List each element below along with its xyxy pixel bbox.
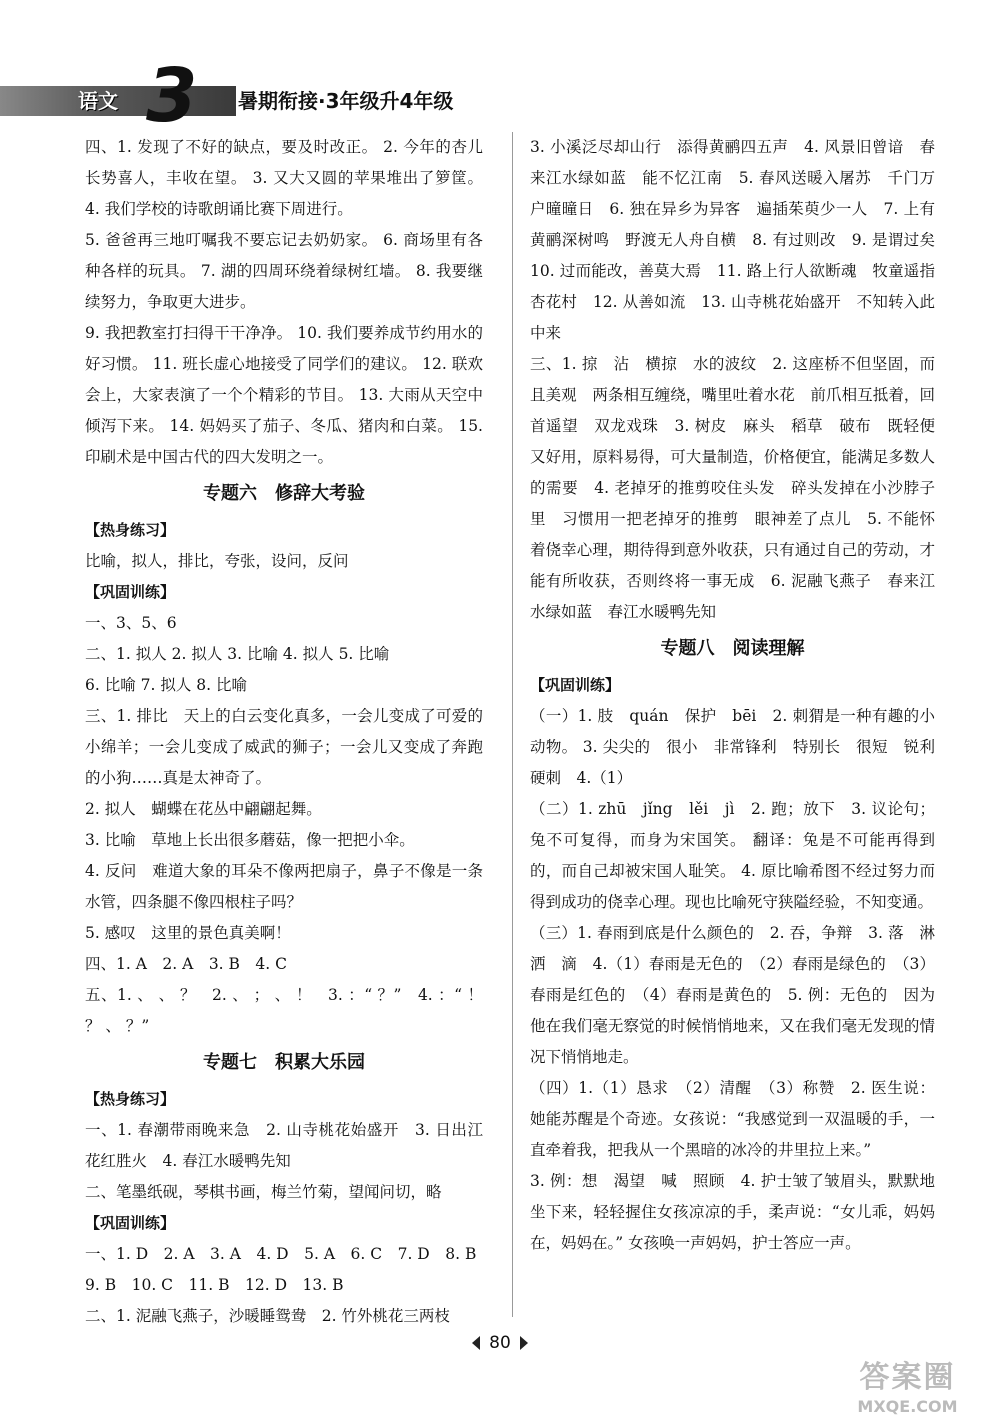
answer-paragraph: 5. 爸爸再三地叮嘱我不要忘记去奶奶家。 6. 商场里有各种各样的玩具。 7. 湖的四周环绕着绿树红墙。 8. 我要继续努力，争取更大进步。 xyxy=(85,231,483,311)
answer-paragraph: 3. 小溪泛尽却山行 添得黄鹂四五声 4. 风景旧曾谙 春来江水绿如蓝 能不忆江南 5. 春风送暖入屠苏 千门万户曈曈日 6. 独在异乡为异客 遍插茱萸少一人 7. 上有黄鹂深树鸣 野渡无人舟自横 8. 有过则改 9. 是谓过矣 10. 过而能改，善莫大焉 11. 路上行人欲断魂 牧童遥指杏花村 12. 从善如流 13. 山寺桃花始盛开 不知转入此中来 xyxy=(530,138,951,342)
section-heading: 专题六 修辞大考验 xyxy=(203,483,365,504)
series-number: 3 xyxy=(146,53,198,139)
answer-paragraph: （二）1. zhū jǐng lěi jì 2. 跑；放下 3. 议论句；兔不可复得，而身为宋国笑。 翻译：兔是不可能再得到的，而自己却被宋国人耻笑。 4. 原比喻希图不经过努力而得到成功的侥幸心理。现也比喻死守狭隘经验，不知变通。 xyxy=(530,800,935,911)
answer-paragraph: 比喻，拟人，排比，夸张，设问，反问 xyxy=(85,552,349,570)
answer-paragraph: 2. 拟人 蝴蝶在花丛中翩翩起舞。 xyxy=(85,800,322,818)
column-divider xyxy=(512,132,513,1317)
answer-paragraph: （四）1.（1）恳求 （2）清醒 （3）称赞 2. 医生说：她能苏醒是个奇迹。女孩说：“我感觉到一双温暖的手，一直牵着我，把我从一个黑暗的冰冷的井里拉上来。” xyxy=(530,1079,935,1159)
answer-paragraph: 三、1. 掠 沾 横掠 水的波纹 2. 这座桥不但坚固，而且美观 两条相互缠绕，嘴里吐着水花 前爪相互抵着，回首遥望 双龙戏珠 3. 树皮 麻头 稻草 破布 既轻便又好用，原料易得，可大量制造，价格便宜，能满足多数人的需要 4. 老掉牙的推剪咬住头发 碎头发掉在小沙脖子里 习惯用一把老掉牙的推剪 眼神差了点儿 5. 不能怀着侥幸心理，期待得到意外收获，只有通过自己的劳动，才能有所收获，否则终将一事无成 6. 泥融飞燕子 春来江水绿如蓝 春江水暖鸭先知 xyxy=(530,355,935,621)
book-title: 暑期衔接·3年级升4年级 xyxy=(238,89,454,113)
page-footer xyxy=(0,1333,1000,1353)
answer-paragraph: 一、1. D 2. A 3. A 4. D 5. A 6. C 7. D 8. B xyxy=(85,1245,477,1263)
answer-paragraph: 三、1. 排比 天上的白云变化真多，一会儿变成了可爱的小绵羊；一会儿变成了威武的狮子；一会儿又变成了奔跑的小狗……真是太神奇了。 xyxy=(85,707,483,787)
subsection-label: 【热身练习】 xyxy=(85,521,176,539)
page-number: 80 xyxy=(489,1333,511,1353)
answer-paragraph: 9. B 10. C 11. B 12. D 13. B xyxy=(85,1276,344,1294)
answer-paragraph: （一）1. 肢 quán 保护 bēi 2. 刺猬是一种有趣的小动物。 3. 尖尖的 很小 非常锋利 特别长 很短 锐利 硬刺 4.（1） xyxy=(530,707,951,787)
answer-paragraph: （三）1. 春雨到底是什么颜色的 2. 吞，争辩 3. 落 淋 洒 滴 4.（1）春雨是无色的 （2）春雨是绿色的 （3）春雨是红色的 （4）春雨是黄色的 5. 例：无色的 因为他在我们毫无察觉的时候悄悄地来，又在我们毫无发现的情况下悄悄地走。 xyxy=(530,924,951,1066)
prev-page-icon xyxy=(472,1336,480,1350)
watermark-url: MXQE.COM xyxy=(857,1397,958,1416)
answer-paragraph: 一、1. 春潮带雨晚来急 2. 山寺桃花始盛开 3. 日出江花红胜火 4. 春江水暖鸭先知 xyxy=(85,1121,483,1170)
header-bar xyxy=(0,86,236,116)
subsection-label: 【热身练习】 xyxy=(85,1090,176,1108)
right-column xyxy=(530,132,951,1259)
left-column xyxy=(85,132,483,1332)
answer-paragraph: 二、笔墨纸砚，琴棋书画，梅兰竹菊，望闻问切，略 xyxy=(85,1183,442,1201)
answer-paragraph: 一、3、5、6 xyxy=(85,614,177,632)
answer-paragraph: 五、1. 、 、 ？ 2. 、 ； 、 ！ 3. ：“ ？” 4. ：“ ！ ？ 、 ？” xyxy=(85,986,483,1035)
section-heading: 专题八 阅读理解 xyxy=(660,638,805,659)
answer-paragraph: 二、1. 泥融飞燕子，沙暖睡鸳鸯 2. 竹外桃花三两枝 xyxy=(85,1307,450,1325)
answer-paragraph: 6. 比喻 7. 拟人 8. 比喻 xyxy=(85,676,248,694)
page-header xyxy=(0,53,1000,139)
section-heading: 专题七 积累大乐园 xyxy=(203,1052,365,1073)
answer-paragraph: 4. 反问 难道大象的耳朵不像两把扇子，鼻子不像是一条水管，四条腿不像四根柱子吗？ xyxy=(85,862,483,911)
answer-paragraph: 3. 比喻 草地上长出很多蘑菇，像一把把小伞。 xyxy=(85,831,415,849)
subsection-label: 【巩固训练】 xyxy=(85,583,176,601)
subsection-label: 【巩固训练】 xyxy=(85,1214,176,1232)
subsection-label: 【巩固训练】 xyxy=(530,676,621,694)
answer-paragraph: 3. 例：想 渴望 喊 照顾 4. 护士皱了皱眉头，默默地坐下来，轻轻握住女孩凉凉的手，柔声说：“女儿乖，妈妈在，妈妈在。” 女孩唤一声妈妈，护士答应一声。 xyxy=(530,1172,935,1252)
next-page-icon xyxy=(520,1336,528,1350)
answer-paragraph: 四、1. 发现了不好的缺点，要及时改正。 2. 今年的杏儿长势喜人，丰收在望。 3. 又大又圆的苹果堆出了箩筐。 4. 我们学校的诗歌朗诵比赛下周进行。 xyxy=(85,138,483,218)
watermark xyxy=(820,1360,995,1422)
answer-paragraph: 9. 我把教室打扫得干干净净。 10. 我们要养成节约用水的好习惯。 11. 班长虚心地接受了同学们的建议。 12. 联欢会上，大家表演了一个个精彩的节目。 13. 大雨从天空中倾泻下来。 14. 妈妈买了茄子、冬瓜、猪肉和白菜。 15. 印刷术是中国古代的四大发明之一。 xyxy=(85,324,483,466)
answer-paragraph: 5. 感叹 这里的景色真美啊！ xyxy=(85,924,291,942)
answer-paragraph: 二、1. 拟人 2. 拟人 3. 比喻 4. 拟人 5. 比喻 xyxy=(85,645,390,663)
answer-paragraph: 四、1. A 2. A 3. B 4. C xyxy=(85,955,287,973)
watermark-logo: 答案圈 xyxy=(859,1360,956,1395)
subject-label: 语文 xyxy=(78,89,118,113)
